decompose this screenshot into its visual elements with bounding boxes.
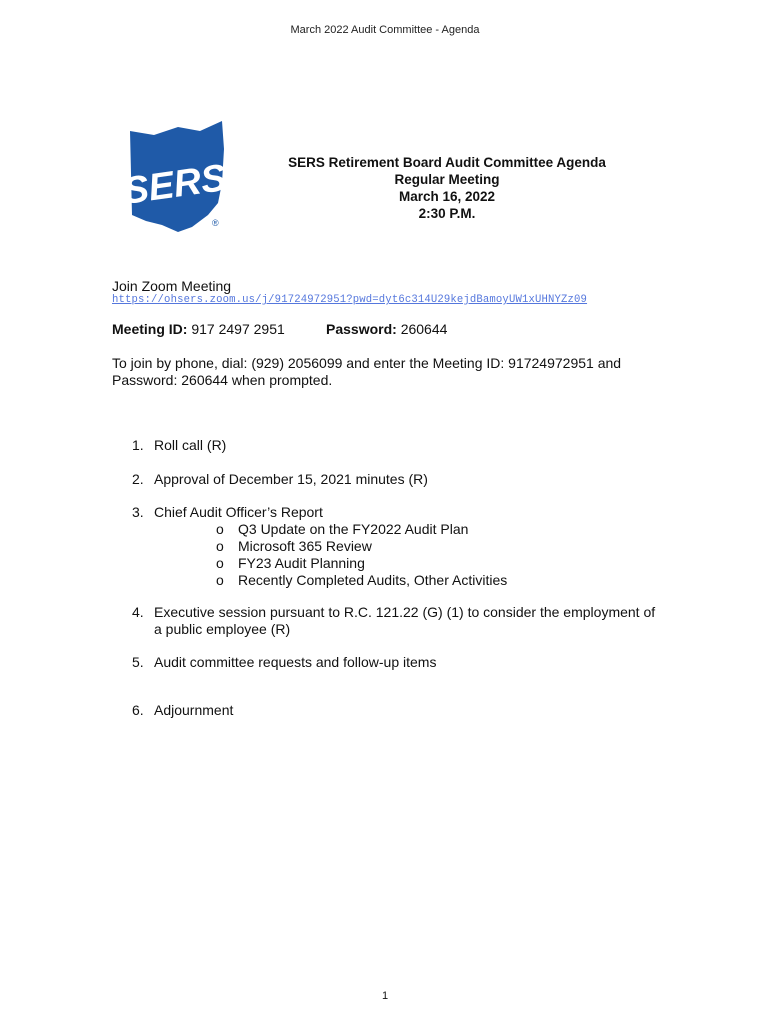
- item-text: Audit committee requests and follow-up items: [154, 654, 437, 670]
- meeting-id-row: [112, 321, 285, 337]
- bullet-icon: o: [216, 521, 224, 537]
- agenda-title-block: [262, 154, 632, 222]
- page-header: March 2022 Audit Committee - Agenda: [290, 24, 480, 36]
- item-number: 6.: [132, 702, 144, 718]
- item-number: 1.: [132, 437, 144, 453]
- item-text-line-1: Executive session pursuant to R.C. 121.22 (G) (1) to consider the employment of: [154, 604, 656, 620]
- item-text-line-2: a public employee (R): [154, 621, 291, 637]
- zoom-label: Join Zoom Meeting: [112, 278, 232, 294]
- ohio-shape-icon: [126, 119, 226, 235]
- phone-line-2: Password: 260644 when prompted.: [112, 372, 333, 388]
- agenda-title: SERS Retirement Board Audit Committee Agenda: [288, 155, 606, 170]
- item-text: Chief Audit Officer’s Report: [154, 504, 323, 520]
- password-row: [326, 321, 447, 337]
- sers-logo: [126, 119, 226, 235]
- item-text: [154, 604, 674, 638]
- item-number: 2.: [132, 471, 144, 487]
- phone-instructions: [112, 355, 672, 389]
- registered-mark: ®: [212, 218, 219, 228]
- item-text: Roll call (R): [154, 437, 227, 453]
- phone-line-1: To join by phone, dial: (929) 2056099 and enter the Meeting ID: 91724972951 and: [112, 355, 622, 371]
- bullet-icon: o: [216, 555, 224, 571]
- item-number: 5.: [132, 654, 144, 670]
- meeting-id-label: Meeting ID:: [112, 321, 188, 337]
- bullet-icon: o: [216, 572, 224, 588]
- bullet-icon: o: [216, 538, 224, 554]
- meeting-id-value: 917 2497 2951: [187, 321, 285, 337]
- meeting-date: March 16, 2022: [398, 189, 496, 204]
- item-text: Approval of December 15, 2021 minutes (R): [154, 471, 428, 487]
- password-label: Password:: [326, 321, 397, 337]
- subitem-text: FY23 Audit Planning: [238, 555, 365, 571]
- subitem-text: Q3 Update on the FY2022 Audit Plan: [238, 521, 469, 537]
- item-number: 3.: [132, 504, 144, 520]
- meeting-type: Regular Meeting: [394, 172, 500, 187]
- logo-wordmark: SERS: [126, 156, 226, 213]
- subitem-text: Recently Completed Audits, Other Activities: [238, 572, 508, 588]
- page-number: 1: [381, 990, 389, 1002]
- zoom-link[interactable]: https://ohsers.zoom.us/j/91724972951?pwd=dyt6c314U29kejdBamoyUW1xUHNYZz09: [112, 294, 588, 306]
- password-value: 260644: [396, 321, 448, 337]
- meeting-time: 2:30 P.M.: [418, 206, 476, 221]
- item-text: Adjournment: [154, 702, 234, 718]
- subitem-text: Microsoft 365 Review: [238, 538, 372, 554]
- item-number: 4.: [132, 604, 144, 620]
